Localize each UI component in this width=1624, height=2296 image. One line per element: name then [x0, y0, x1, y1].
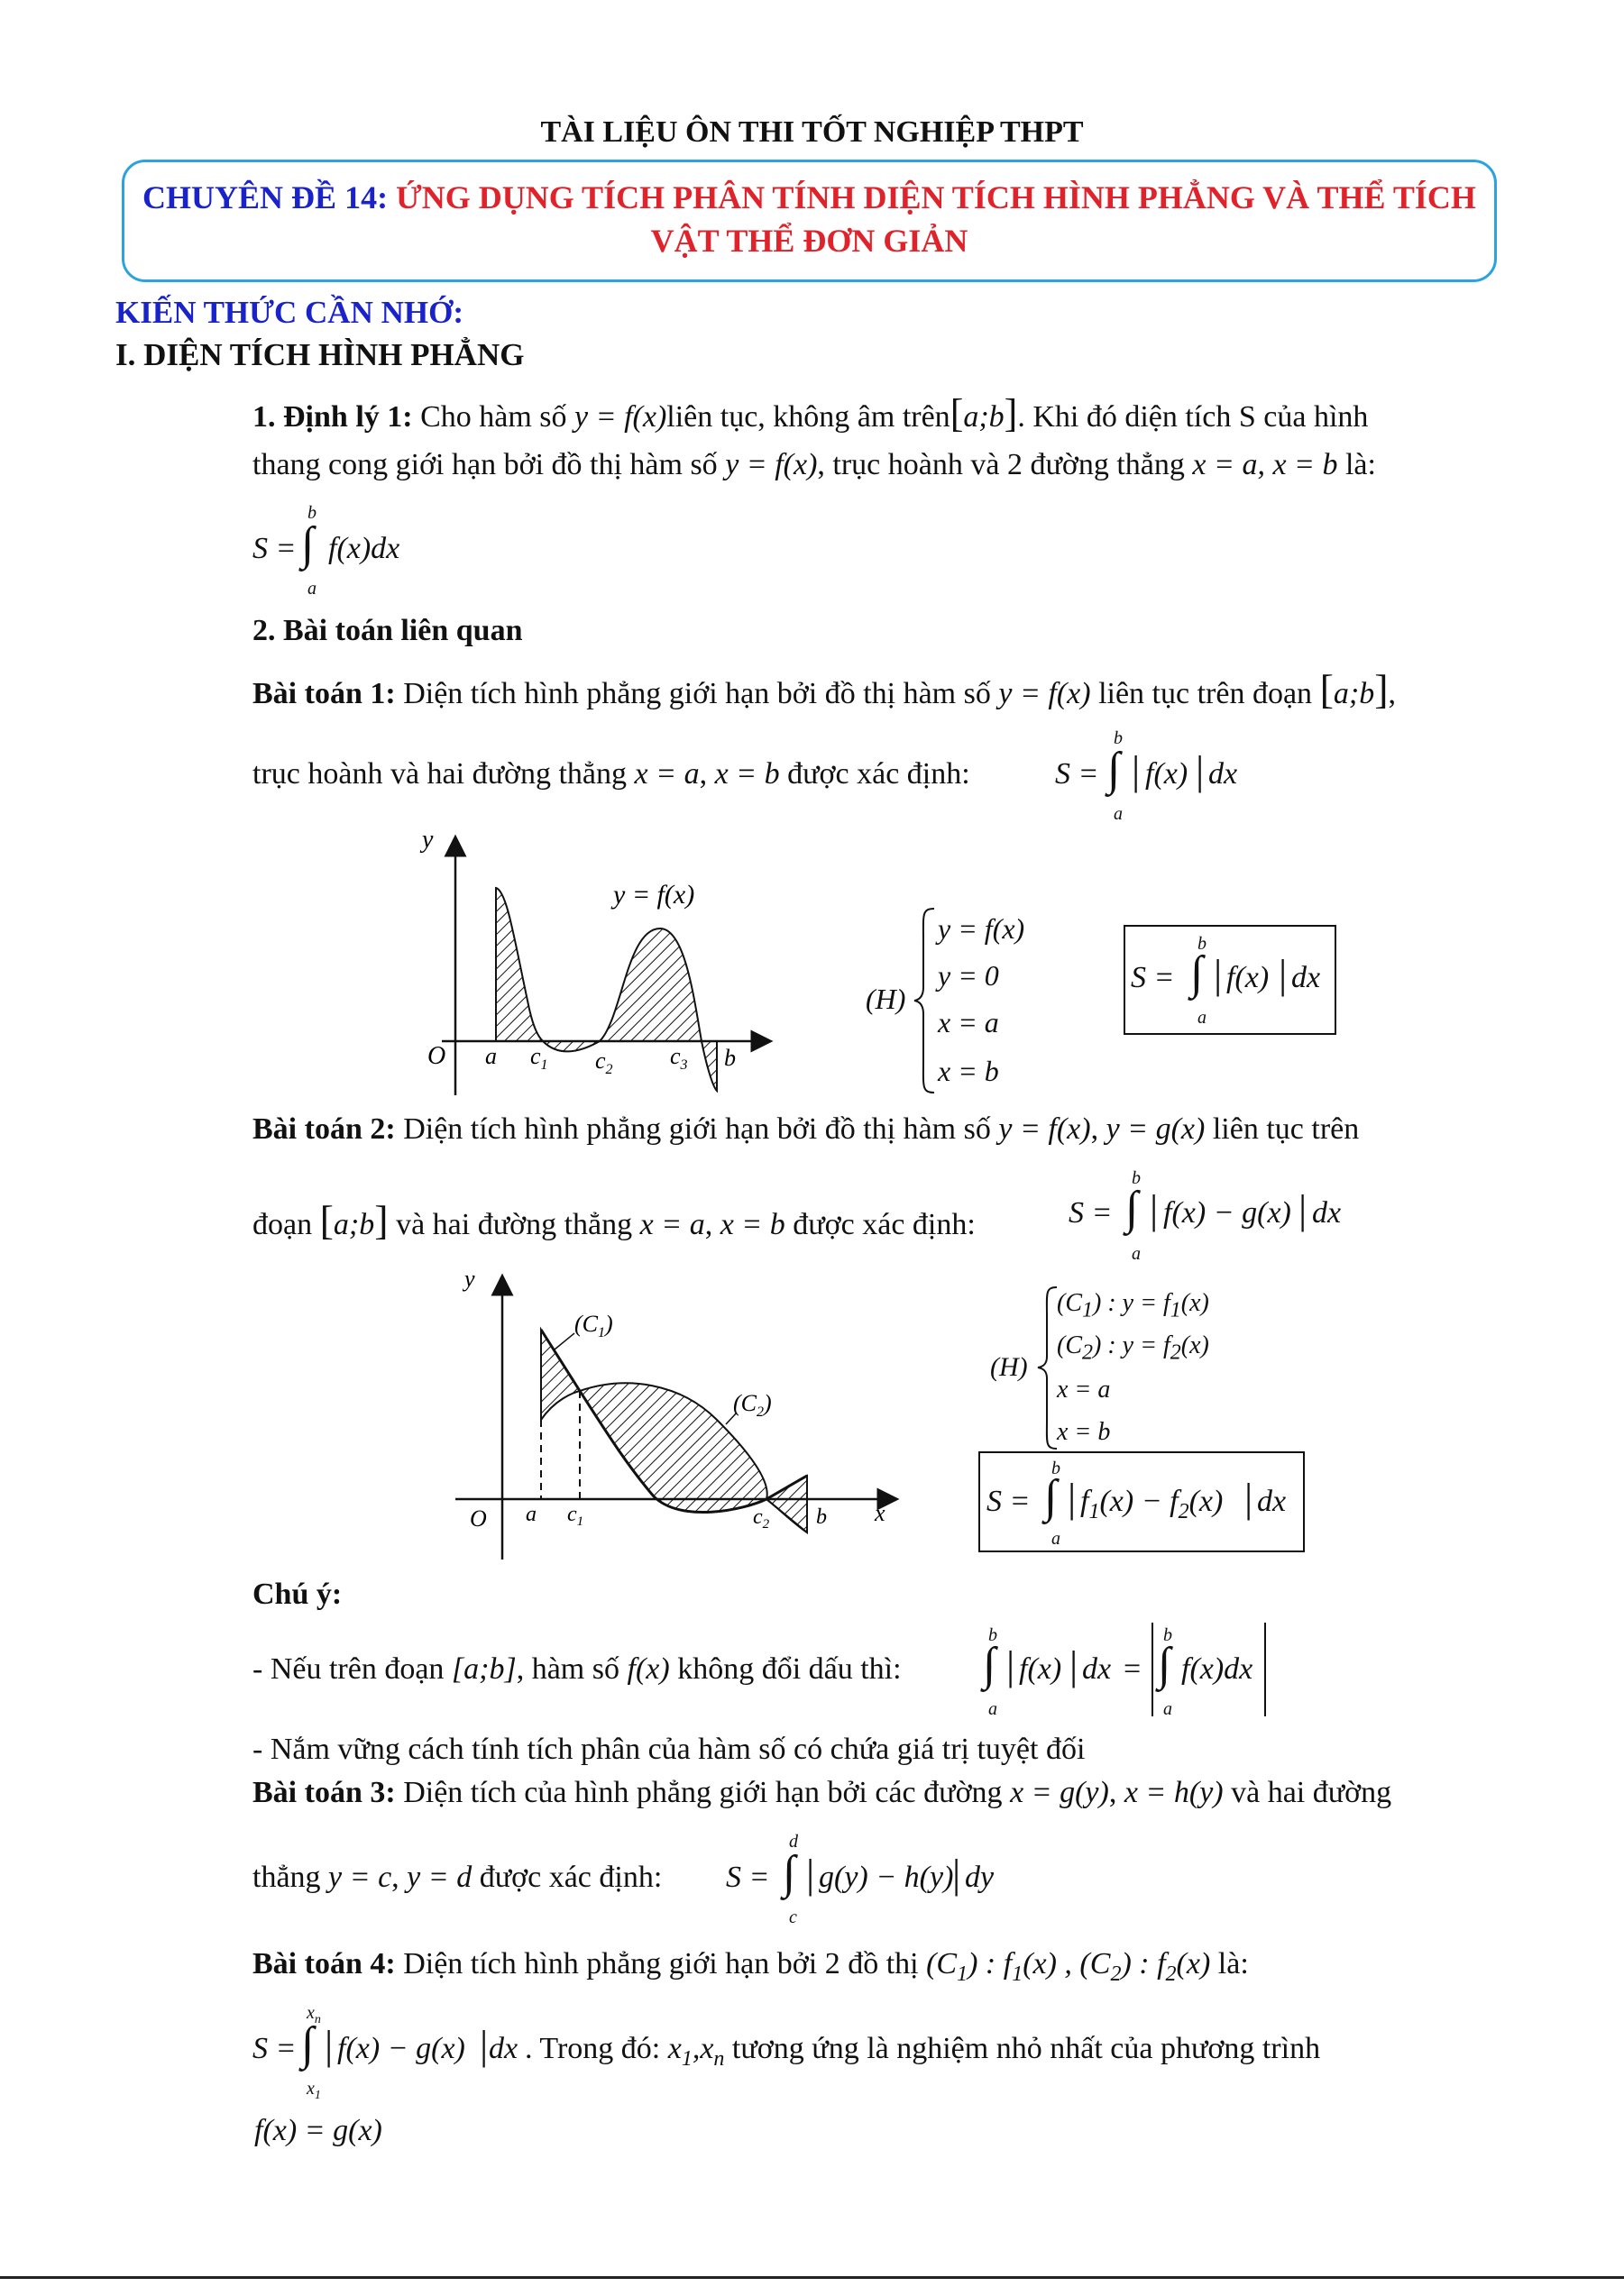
curve-c1-label: $(C_1)$: [574, 1311, 613, 1340]
problem1-sep: ,: [699, 757, 708, 791]
integral-lower-limit: a: [1051, 1529, 1060, 1549]
problem2-text: Diện tích hình phẳng giới hạn bởi đồ thị hàm số: [403, 1112, 991, 1146]
theorem-formula: y = f(x): [725, 448, 818, 481]
problem2-sep: ,: [1090, 1112, 1099, 1146]
abs-bar: |: [806, 1851, 815, 1897]
section1-heading: I. DIỆN TÍCH HÌNH PHẲNG: [115, 337, 525, 372]
formula-lhs: S =: [726, 1861, 770, 1894]
y-axis-label: y: [464, 1267, 475, 1292]
formula-dx: dx: [1082, 1652, 1112, 1686]
abs-bar: |: [1069, 1642, 1078, 1688]
integral-sign: ∫: [301, 2018, 315, 2070]
system-line: x = a: [1057, 1376, 1111, 1404]
system-brace: [911, 906, 938, 1095]
system-line: x = b: [1057, 1418, 1111, 1446]
abs-bar: |: [1196, 747, 1205, 793]
formula-body: f(x) − g(x): [337, 2032, 465, 2065]
integral-sign: ∫: [983, 1639, 996, 1690]
problem2-line1: [252, 1112, 1359, 1147]
problem3-text: thẳng: [252, 1861, 321, 1894]
system-line: x = a: [938, 1006, 999, 1038]
shaded-region: [543, 1041, 600, 1051]
problem1-text: được xác định:: [787, 757, 970, 791]
problem2-text: và hai đường thẳng: [396, 1208, 633, 1241]
integral-lower-limit: a: [307, 579, 317, 599]
note-formula: f(x): [627, 1652, 670, 1686]
problem2-text: được xác định:: [793, 1208, 976, 1241]
system-line: $(C_1)$ : $y = f_1(x)$: [1057, 1289, 1209, 1322]
problem1-text: trục hoành và hai đường thẳng: [252, 757, 628, 791]
integral-upper-limit: b: [988, 1625, 997, 1645]
tick-label-c1: $c_1$: [567, 1503, 584, 1529]
integral-sign: ∫: [1107, 744, 1121, 795]
problem3-text: Diện tích của hình phẳng giới hạn bởi các đường: [403, 1776, 1003, 1809]
theorem-text: là:: [1344, 448, 1376, 481]
problem2-formula: y = g(x): [1106, 1112, 1206, 1146]
abs-bar: |: [1150, 1186, 1159, 1232]
topic-prefix: CHUYÊN ĐỀ 14:: [142, 179, 389, 215]
problem2-text: liên tục trên: [1212, 1112, 1360, 1146]
formula-body: $f_1(x) - f_2(x)$: [1080, 1485, 1224, 1523]
problem3-formula: x = h(y): [1124, 1776, 1224, 1809]
note-heading: Chú ý:: [252, 1578, 343, 1611]
related-heading: 2. Bài toán liên quan: [252, 614, 523, 647]
topic-box: [122, 160, 1497, 282]
note-text: không đổi dấu thì:: [677, 1652, 902, 1686]
problem4-line1: [252, 1947, 1249, 1987]
problem1-formula: y = f(x): [998, 677, 1091, 710]
shaded-region: [541, 1330, 580, 1420]
problem3-label: Bài toán 3:: [252, 1776, 396, 1809]
integral-sign: ∫: [1190, 947, 1204, 999]
system-name: (H): [866, 983, 906, 1015]
problem1-formula: x = b: [714, 757, 780, 791]
note-line2: - Nắm vững cách tính tích phân của hàm số có chứa giá trị tuyệt đối: [252, 1733, 1086, 1766]
abs-bar: |: [325, 2022, 334, 2068]
theorem-formula: y = f(x): [574, 400, 667, 434]
formula-dx: dx: [1312, 1196, 1342, 1230]
formula-lhs: S =: [1069, 1196, 1113, 1230]
integral-lower-limit: a: [988, 1699, 997, 1719]
problem2-formula: x = a: [639, 1208, 705, 1241]
problem3-sep: ,: [1108, 1776, 1117, 1809]
abs-bar: |: [1279, 951, 1288, 997]
tick-label-c2: $c_2$: [595, 1047, 613, 1077]
problem2-text: đoạn: [252, 1208, 313, 1241]
problem3-line2: [252, 1861, 662, 1895]
problem1-line2: [252, 757, 970, 791]
interval-bracket: [: [950, 391, 964, 435]
problem1-comma: ,: [1388, 677, 1397, 710]
integral-lower-limit: a: [1197, 1008, 1207, 1028]
problem4-roots: $x_1,x_n$: [667, 2032, 725, 2071]
abs-bar: |: [1244, 1475, 1253, 1521]
integral-upper-limit: b: [307, 503, 317, 523]
problem2-sep: ,: [704, 1208, 713, 1241]
topic-title: ỨNG DỤNG TÍCH PHÂN TÍNH DIỆN TÍCH HÌNH PHẲNG VÀ THỂ TÍCH: [396, 179, 1476, 215]
formula-dx: dx: [1257, 1485, 1287, 1518]
system-line: $(C_2)$ : $y = f_2(x)$: [1057, 1331, 1209, 1365]
problem4-text: tương ứng là nghiệm nhỏ nhất của phương trình: [731, 2032, 1321, 2065]
formula-body: f(x) − g(x): [1163, 1196, 1291, 1230]
problem3-text: và hai đường: [1231, 1776, 1392, 1809]
system-name: (H): [990, 1352, 1028, 1382]
integral-upper-limit: b: [1114, 728, 1123, 748]
problem4-label: Bài toán 4:: [252, 1947, 396, 1980]
problem1-formula: x = a: [634, 757, 700, 791]
problem3-formula: x = g(y): [1010, 1776, 1109, 1809]
note-interval: [a;b]: [451, 1652, 517, 1686]
interval-bracket: ]: [1004, 391, 1018, 435]
note-text: - Nếu trên đoạn: [252, 1652, 445, 1686]
integral-upper-limit: $x_n$: [307, 2003, 321, 2026]
page-footer-rule: [0, 2276, 1624, 2279]
integral-upper-limit: b: [1132, 1168, 1141, 1188]
formula-body: f(x): [1145, 757, 1188, 791]
problem4-text: là:: [1217, 1947, 1249, 1980]
graph1-area-under-curve: [406, 829, 784, 1100]
x-axis-label: x: [875, 1500, 885, 1526]
integral-lower-limit: $x_1$: [307, 2079, 321, 2102]
curve-label: y = f(x): [613, 880, 695, 910]
abs-bar: |: [1068, 1475, 1077, 1521]
abs-bar-tall: [1151, 1623, 1153, 1716]
problem1-line1: [252, 665, 1396, 713]
problem3-formula: y = d: [407, 1861, 473, 1894]
note-text: , hàm số: [516, 1652, 619, 1686]
formula-dx: dx: [489, 2032, 518, 2065]
formula-lhs: S =: [252, 532, 297, 565]
problem4-text: . Trong đó:: [525, 2032, 661, 2065]
formula-lhs: S =: [252, 2032, 297, 2065]
abs-bar: |: [1298, 1186, 1307, 1232]
problem1-text: liên tục trên đoạn: [1098, 677, 1313, 710]
formula-lhs: S =: [986, 1485, 1031, 1518]
system-line: y = f(x): [938, 912, 1025, 945]
formula-dy: dy: [965, 1861, 995, 1894]
problem1-label: Bài toán 1:: [252, 677, 396, 710]
tick-label-a: a: [526, 1503, 537, 1526]
theorem-line1: [252, 390, 1368, 436]
integral-lower-limit: c: [789, 1907, 797, 1927]
theorem-text: liên tục, không âm trên: [666, 400, 950, 434]
tick-label-a: a: [485, 1043, 497, 1069]
integral-sign: ∫: [1158, 1639, 1171, 1690]
curve-c2-label: $(C_2)$: [733, 1390, 772, 1420]
document-header: TÀI LIỆU ÔN THI TỐT NGHIỆP THPT: [540, 115, 1084, 149]
integral-sign: ∫: [783, 1847, 796, 1898]
problem4-line2: [525, 2032, 1320, 2072]
knowledge-heading: KIẾN THỨC CẦN NHỚ:: [115, 295, 463, 330]
interval-bracket: ]: [374, 1197, 389, 1243]
origin-label: O: [427, 1042, 446, 1070]
problem2-interval: a;b: [333, 1208, 375, 1241]
problem2-formula: y = f(x): [998, 1112, 1091, 1146]
formula-lhs: S =: [1055, 757, 1099, 791]
tick-label-c2: $c_2$: [753, 1505, 770, 1532]
interval-bracket: [: [319, 1197, 334, 1243]
abs-bar: |: [1006, 1642, 1015, 1688]
shaded-region: [702, 1041, 717, 1091]
integral-lower-limit: a: [1114, 804, 1123, 824]
problem3-sep: ,: [391, 1861, 399, 1894]
tick-label-b: b: [816, 1505, 827, 1529]
formula-body: f(x): [1226, 961, 1270, 994]
abs-bar: |: [480, 2022, 489, 2068]
system-line: x = b: [938, 1055, 999, 1087]
formula-dx: dx: [1208, 757, 1238, 791]
theorem-text: , trục hoành và 2 đường thẳng: [817, 448, 1185, 481]
abs-bar-tall: [1264, 1623, 1266, 1716]
integral-upper-limit: b: [1197, 934, 1207, 954]
problem3-text: được xác định:: [479, 1861, 663, 1894]
formula-lhs: S =: [1131, 961, 1175, 994]
problem2-line2: [252, 1196, 976, 1244]
shaded-region: [496, 888, 543, 1041]
theorem-line2: [252, 448, 1376, 482]
interval-bracket: [: [1319, 666, 1334, 712]
note-line1: [252, 1652, 902, 1687]
integral-upper-limit: b: [1051, 1459, 1060, 1478]
integral-sign: ∫: [1044, 1471, 1058, 1523]
formula-dx: dx: [1291, 961, 1321, 994]
integral-lower-limit: a: [1163, 1699, 1172, 1719]
formula-eq: =: [1124, 1652, 1142, 1686]
y-axis-label: y: [422, 829, 434, 854]
abs-bar: |: [952, 1851, 961, 1897]
theorem-formula: x = a, x = b: [1192, 448, 1338, 481]
problem4-equation: f(x) = g(x): [254, 2114, 382, 2147]
formula-body: f(x): [1019, 1652, 1062, 1686]
problem1-text: Diện tích hình phẳng giới hạn bởi đồ thị hàm số: [403, 677, 991, 710]
theorem-text: Cho hàm số: [420, 400, 567, 434]
theorem-text: thang cong giới hạn bởi đồ thị hàm số: [252, 448, 718, 481]
theorem-label: 1. Định lý 1:: [252, 400, 413, 434]
formula-body: f(x)dx: [1181, 1652, 1253, 1686]
integral-lower-limit: a: [1132, 1244, 1141, 1264]
interval-bracket: ]: [1374, 666, 1389, 712]
integral-upper-limit: d: [789, 1832, 798, 1852]
formula-body: g(y) − h(y): [819, 1861, 954, 1894]
tick-label-c1: $c_1$: [530, 1043, 548, 1073]
theorem-text: . Khi đó diện tích S của hình: [1017, 400, 1369, 434]
origin-label: O: [470, 1505, 487, 1532]
problem2-formula: x = b: [720, 1208, 785, 1241]
abs-bar: |: [1214, 951, 1223, 997]
formula-body: f(x)dx: [328, 532, 400, 565]
topic-title-line1: [124, 178, 1494, 216]
problem4-text: Diện tích hình phẳng giới hạn bởi 2 đồ thị: [403, 1947, 919, 1980]
abs-bar: |: [1132, 747, 1141, 793]
problem4-curves: $(C_1)$ : $f_1(x)$ , $(C_2)$ : $f_2(x)$: [926, 1947, 1211, 1986]
topic-title-line2: VẬT THỂ ĐƠN GIẢN: [650, 223, 968, 259]
integral-sign: ∫: [301, 518, 315, 570]
integral-sign: ∫: [1125, 1183, 1139, 1234]
tick-label-b: b: [724, 1045, 736, 1071]
theorem-interval: a;b: [963, 400, 1005, 434]
problem3-line1: [252, 1776, 1391, 1810]
integral-upper-limit: b: [1163, 1625, 1172, 1645]
problem2-label: Bài toán 2:: [252, 1112, 396, 1146]
shaded-region: [600, 928, 702, 1041]
system-line: y = 0: [938, 959, 999, 992]
problem3-formula: y = c: [328, 1861, 392, 1894]
problem1-interval: a;b: [1333, 677, 1375, 710]
graph2-area-between-curves: [446, 1267, 915, 1564]
tick-label-c3: $c_3$: [670, 1043, 688, 1073]
